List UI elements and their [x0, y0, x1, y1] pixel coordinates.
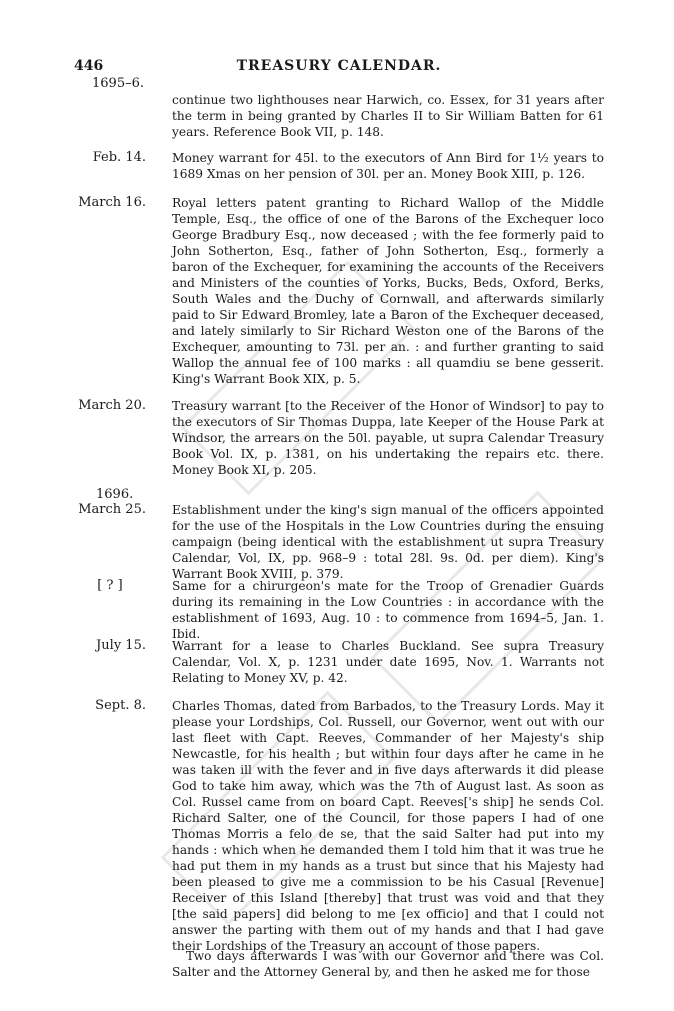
entry-text: Establishment under the king's sign manual of the officers appointed for the use of the Hospitals in the Low Countries during the ensuing campaign (being identical with the establishment ut supra Treasury Calendar, Vol, IX, pp. 968–9 : total 28l. 9s. 0d. per diem). King's Warrant Book XVIII, p. 379.	[172, 503, 604, 581]
page-header	[74, 58, 604, 80]
entry-text: Charles Thomas, dated from Barbados, to the Treasury Lords. May it please your Lordships, Col. Russell, our Governor, went out with our last fleet with Capt. Reeves, Commander of her Majesty's ship Newcastle, for his health ; but within four days after he came in he was taken ill with the fever and in five days afterwards it did please God to take him away, which was the 7th of August last. As soon as Col. Russel came from on board Capt. Reeves['s ship] he sends Col. Richard Salter, one of the Council, for those papers I had of one Thomas Morris a felo de se, that the said Salter had put into my hands : which when he demanded them I told him that it was true he had put them in my hands as a trust but since that his Majesty had been pleased to give me a commission to be his Casual [Revenue] Receiver of this Island [thereby] that trust was void and that they [the said papers] did belong to me [ex officio] and that I could not answer the parting with them out of my hands and that I had gave their Lordships of the Treasury an account of those papers.	[172, 699, 604, 953]
entry-date: Sept. 8.	[95, 698, 146, 713]
entry-text: continue two lighthouses near Harwich, co. Essex, for 31 years after the term in being granted by Charles II to Sir William Batten for 61 years. Reference Book VII, p. 148.	[172, 93, 604, 139]
page-number: 446	[74, 58, 104, 74]
entry-text: Two days afterwards I was with our Governor and there was Col. Salter and the Attorney General by, and then he asked me for those	[172, 949, 604, 979]
entry-date: [ ? ]	[97, 578, 123, 593]
entry-text: Treasury warrant [to the Receiver of the Honor of Windsor] to pay to the executors of Sir Thomas Duppa, late Keeper of the House Park at Windsor, the arrears on the 50l. payable, ut supra Calendar Treasury Book Vol. IX, p. 1381, on his undertaking the repairs etc. there. Money Book XI, p. 205.	[172, 399, 604, 477]
entry-date: March 16.	[78, 195, 146, 210]
running-title: TREASURY CALENDAR.	[236, 58, 442, 74]
entry-text: Money warrant for 45l. to the executors of Ann Bird for 1½ years to 1689 Xmas on her pension of 30l. per an. Money Book XIII, p. 126.	[172, 151, 604, 181]
year-label: 1696.	[96, 487, 134, 502]
year-label: 1695–6.	[92, 76, 144, 91]
entry-text: Warrant for a lease to Charles Buckland. See supra Treasury Calendar, Vol. X, p. 1231 under date 1695, Nov. 1. Warrants not Relating to Money XV, p. 42.	[172, 639, 604, 685]
entry-date: March 25.	[78, 502, 146, 517]
entry-text: Royal letters patent granting to Richard Wallop of the Middle Temple, Esq., the office of one of the Barons of the Exchequer loco George Bradbury Esq., now deceased ; with the fee formerly paid to John Sotherton, Esq., father of John Sotherton, Esq., formerly a baron of the Exchequer, for examining the accounts of the Receivers and Ministers of the counties of Yorks, Bucks, Beds, Oxford, Berks, South Wales and the Duchy of Cornwall, and afterwards similarly paid to Sir Edward Bromley, late a Baron of the Exchequer deceased, and lately similarly to Sir Richard Weston one of the Barons of the Exchequer, amounting to 73l. per an. : and further granting to said Wallop the annual fee of 100 marks : all quamdiu se bene gesserit. King's Warrant Book XIX, p. 5.	[172, 196, 604, 386]
entry-text: Same for a chirurgeon's mate for the Troop of Grenadier Guards during its remaining in the Low Countries : in accordance with the establishment of 1693, Aug. 10 : to commence from 1694–5, Jan. 1. Ibid.	[172, 579, 604, 641]
entry-date: March 20.	[78, 398, 146, 413]
entry-date: July 15.	[96, 638, 146, 653]
entry-date: Feb. 14.	[92, 150, 146, 165]
